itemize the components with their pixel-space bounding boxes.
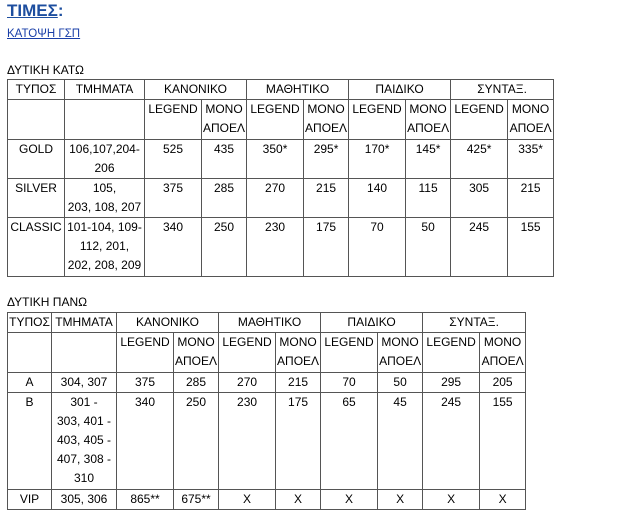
- price-cell: 245: [423, 393, 480, 490]
- subheader-row: [8, 100, 554, 140]
- subheader-mono: ΜΟΝΟ: [279, 335, 317, 349]
- price-cell: 45: [378, 393, 423, 490]
- price-cell: 175: [304, 218, 349, 277]
- price-cell: X: [321, 490, 378, 510]
- page-title: ΤΙΜΕΣ:: [7, 1, 64, 20]
- price-cell: 245: [451, 218, 508, 277]
- price-cell: 145*: [406, 140, 451, 179]
- empty-cell: [65, 100, 145, 140]
- header-row: [8, 80, 554, 100]
- floor-plan-link[interactable]: ΚΑΤΟΨΗ ΓΣΠ: [7, 28, 81, 40]
- price-cell: 70: [349, 218, 406, 277]
- price-cell: 340: [145, 218, 202, 277]
- row-sections: [65, 218, 145, 277]
- price-cell: X: [480, 490, 526, 510]
- subheader-legend: LEGEND: [219, 333, 276, 373]
- subheader-row: [8, 333, 526, 373]
- price-cell: 215: [276, 373, 321, 393]
- row-type: A: [8, 373, 52, 393]
- price-cell: 215: [304, 179, 349, 218]
- empty-cell: [52, 333, 117, 373]
- price-cell: 375: [145, 179, 202, 218]
- row-sections-line: 203, 108, 207: [67, 200, 142, 214]
- row-sections-line: 105,: [92, 181, 117, 195]
- subheader-mono-apoel: [174, 333, 219, 373]
- subheader-apoel: ΑΠΟΕΛ: [277, 354, 320, 368]
- row-sections: [65, 179, 145, 218]
- price-table-west-lower: [7, 79, 554, 277]
- row-type: CLASSIC: [8, 218, 65, 277]
- price-cell: 230: [219, 393, 276, 490]
- subheader-mono-apoel: [406, 100, 451, 140]
- header-type: ΤΥΠΟΣ: [8, 313, 52, 333]
- subheader-apoel: ΑΠΟΕΛ: [509, 121, 552, 135]
- subheader-apoel: ΑΠΟΕΛ: [379, 354, 422, 368]
- subheader-mono: ΜΟΝΟ: [511, 102, 550, 116]
- price-cell: 65: [321, 393, 378, 490]
- subheader-mono-apoel: [304, 100, 349, 140]
- price-cell: 70: [321, 373, 378, 393]
- header-group: ΚΑΝΟΝΙΚΟ: [145, 80, 247, 100]
- subheader-mono-apoel: [480, 333, 526, 373]
- subheader-mono: ΜΟΝΟ: [307, 102, 345, 116]
- row-sections-line: 403, 405 -: [56, 433, 112, 447]
- header-row: [8, 313, 526, 333]
- price-cell: 285: [202, 179, 247, 218]
- price-cell: 335*: [508, 140, 554, 179]
- row-sections-line: 310: [73, 471, 95, 485]
- price-cell: X: [378, 490, 423, 510]
- row-type: B: [8, 393, 52, 490]
- subheader-apoel: ΑΠΟΕΛ: [481, 354, 524, 368]
- price-cell: 350*: [247, 140, 304, 179]
- section-title-west-lower: ΔΥΤΙΚΗ ΚΑΤΩ: [7, 63, 84, 77]
- price-cell: 340: [117, 393, 174, 490]
- price-cell: 525: [145, 140, 202, 179]
- header-group: ΣΥΝΤΑΞ.: [451, 80, 554, 100]
- header-group: ΠΑΙΔΙΚΟ: [321, 313, 423, 333]
- subheader-apoel: ΑΠΟΕΛ: [305, 121, 348, 135]
- price-cell: 295*: [304, 140, 349, 179]
- row-sections-line: 106,107,204-: [69, 142, 140, 156]
- price-cell: 175: [276, 393, 321, 490]
- table-row: [8, 218, 554, 277]
- header-type: ΤΥΠΟΣ: [8, 80, 65, 100]
- row-sections: [52, 490, 117, 510]
- row-sections-line: 301 -: [70, 395, 98, 409]
- subheader-mono: ΜΟΝΟ: [483, 335, 522, 349]
- price-cell: 865**: [117, 490, 174, 510]
- price-cell: 270: [247, 179, 304, 218]
- price-cell: X: [276, 490, 321, 510]
- empty-cell: [8, 333, 52, 373]
- price-cell: 140: [349, 179, 406, 218]
- table-row: [8, 490, 526, 510]
- header-group: ΜΑΘΗΤΙΚΟ: [219, 313, 321, 333]
- price-cell: 305: [451, 179, 508, 218]
- subheader-apoel: ΑΠΟΕΛ: [203, 121, 246, 135]
- subheader-mono: ΜΟΝΟ: [381, 335, 419, 349]
- price-cell: 375: [117, 373, 174, 393]
- header-group: ΣΥΝΤΑΞ.: [423, 313, 526, 333]
- header-group: ΚΑΝΟΝΙΚΟ: [117, 313, 219, 333]
- price-cell: 270: [219, 373, 276, 393]
- row-sections-line: 206: [94, 161, 115, 175]
- price-cell: 435: [202, 140, 247, 179]
- header-sections: ΤΜΗΜΑΤΑ: [65, 80, 145, 100]
- header-group: ΜΑΘΗΤΙΚΟ: [247, 80, 349, 100]
- subheader-legend: LEGEND: [349, 100, 406, 140]
- price-cell: 295: [423, 373, 480, 393]
- subheader-mono-apoel: [508, 100, 554, 140]
- price-cell: 285: [174, 373, 219, 393]
- table-row: [8, 179, 554, 218]
- price-cell: 250: [202, 218, 247, 277]
- subheader-mono: ΜΟΝΟ: [177, 335, 215, 349]
- row-sections-line: 101-104, 109-: [67, 220, 142, 234]
- subheader-mono: ΜΟΝΟ: [409, 102, 447, 116]
- price-cell: 50: [406, 218, 451, 277]
- price-table-west-upper: [7, 312, 526, 510]
- price-cell: 170*: [349, 140, 406, 179]
- row-type: SILVER: [8, 179, 65, 218]
- row-sections: [52, 393, 117, 490]
- price-cell: 155: [480, 393, 526, 490]
- subheader-mono-apoel: [378, 333, 423, 373]
- header-sections: ΤΜΗΜΑΤΑ: [52, 313, 117, 333]
- section-title-west-upper: ΔΥΤΙΚΗ ΠΑΝΩ: [7, 295, 88, 309]
- price-cell: 50: [378, 373, 423, 393]
- subheader-mono-apoel: [276, 333, 321, 373]
- subheader-legend: LEGEND: [451, 100, 508, 140]
- subheader-mono-apoel: [202, 100, 247, 140]
- subheader-mono: ΜΟΝΟ: [205, 102, 243, 116]
- price-cell: X: [423, 490, 480, 510]
- subheader-legend: LEGEND: [145, 100, 202, 140]
- empty-cell: [8, 100, 65, 140]
- price-cell: X: [219, 490, 276, 510]
- subheader-legend: LEGEND: [247, 100, 304, 140]
- price-cell: 115: [406, 179, 451, 218]
- price-cell: 250: [174, 393, 219, 490]
- row-sections-line: 305, 306: [60, 492, 108, 506]
- table-row: [8, 140, 554, 179]
- price-cell: 205: [480, 373, 526, 393]
- subheader-legend: LEGEND: [117, 333, 174, 373]
- price-cell: 230: [247, 218, 304, 277]
- row-sections-line: 407, 308 -: [56, 452, 112, 466]
- table-row: [8, 373, 526, 393]
- row-sections-line: 202, 208, 209: [67, 258, 142, 272]
- row-sections: [52, 373, 117, 393]
- header-group: ΠΑΙΔΙΚΟ: [349, 80, 451, 100]
- table-row: [8, 393, 526, 490]
- row-sections-line: 303, 401 -: [56, 414, 112, 428]
- price-cell: 215: [508, 179, 554, 218]
- row-type: VIP: [8, 490, 52, 510]
- row-type: GOLD: [8, 140, 65, 179]
- subheader-apoel: ΑΠΟΕΛ: [407, 121, 450, 135]
- price-cell: 425*: [451, 140, 508, 179]
- price-cell: 675**: [174, 490, 219, 510]
- price-cell: 155: [508, 218, 554, 277]
- row-sections-line: 304, 307: [60, 375, 108, 389]
- subheader-legend: LEGEND: [321, 333, 378, 373]
- subheader-legend: LEGEND: [423, 333, 480, 373]
- subheader-apoel: ΑΠΟΕΛ: [175, 354, 218, 368]
- row-sections-line: 112, 201,: [79, 239, 130, 253]
- row-sections: [65, 140, 145, 179]
